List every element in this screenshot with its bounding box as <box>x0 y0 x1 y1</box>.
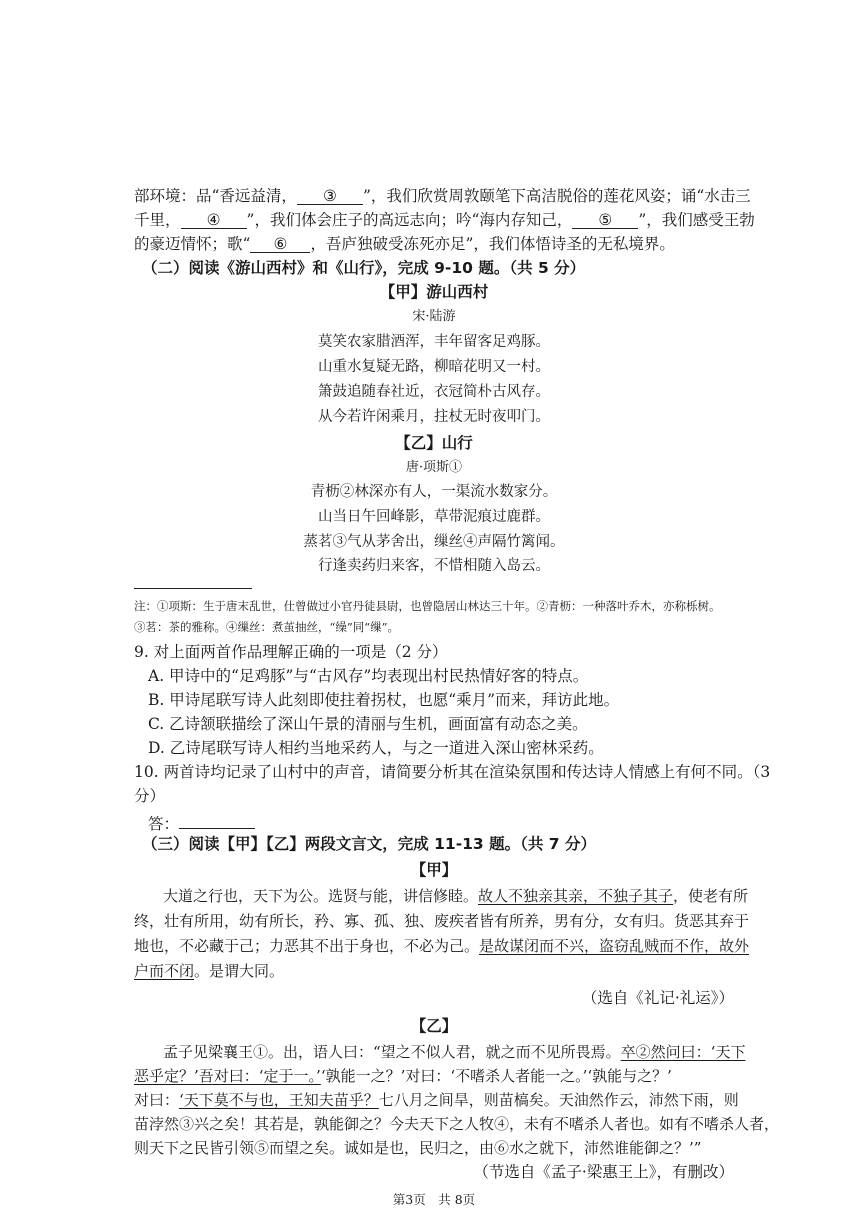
blank-3[interactable]: ③ <box>297 186 363 205</box>
text-a-run: 大道之行也，天下为公。选贤与能，讲信修睦。 <box>163 887 479 905</box>
poem-a-author: 宋·陆游 <box>412 309 456 324</box>
footnote-2: ③茗：茶的雅称。④缫丝：煮茧抽丝，“缲”同“缫”。 <box>134 620 400 634</box>
footnote-divider <box>134 588 252 589</box>
text-b-underlined: ‘天下莫不与也，王知夫苗乎？ <box>179 1091 379 1109</box>
text-b-run: ‘孰能一之？’对曰：‘不嗜杀人者能一之。’‘孰能与之？’ <box>320 1067 672 1085</box>
fill-line-2 <box>134 210 755 230</box>
blank-5[interactable]: ⑤ <box>572 210 638 229</box>
poem-b-line: 蒸茗③气从茅舍出，缫丝④声隔竹篱闻。 <box>303 534 565 550</box>
answer-label: 答： <box>148 815 180 833</box>
poem-b-line: 青枥②林深亦有人，一渠流水数家分。 <box>310 484 558 500</box>
text-b-run: 七八月之间旱，则苗槁矣。天油然作云，沛然下雨，则 <box>378 1091 739 1109</box>
text-a-run: ，使老有所 <box>673 887 749 905</box>
poem-b-author: 唐·项斯① <box>405 460 463 475</box>
text-a-source: （选自《礼记·礼运》） <box>581 989 734 1007</box>
fill-text: ”，我们欣赏周敦颐笔下高洁脱俗的莲花风姿；诵“水击三 <box>362 187 751 205</box>
footnote-1: 注：①项斯：生于唐末乱世，仕曾做过小官丹徒县尉，也曾隐居山林达三十年。②青枥：一种落叶乔木，亦称栎树。 <box>134 599 721 613</box>
question-9: 9. 对上面两首作品理解正确的一项是（2 分） <box>134 643 448 661</box>
q9-option-a[interactable]: A. 甲诗中的“足鸡豚”与“古风存”均表现出村民热情好客的特点。 <box>148 667 589 685</box>
section3-heading: （三）阅读【甲】【乙】两段文言文，完成 11-13 题。（共 7 分） <box>142 835 596 853</box>
blank-6[interactable]: ⑥ <box>250 234 310 253</box>
fill-text: ”，我们体会庄子的高远志向；吟“海内存知己， <box>246 211 573 229</box>
poem-b-line: 山当日午回峰影，草带泥痕过鹿群。 <box>318 509 550 525</box>
poem-a-line: 莫笑农家腊酒浑，丰年留客足鸡豚。 <box>318 334 550 350</box>
text-b-run: 对曰： <box>134 1091 180 1109</box>
text-b-run: 孟子见梁襄王①。出，语人曰：“望之不似人君，就之而不见所畏焉。 <box>163 1043 621 1061</box>
text-a-title: 【甲】 <box>410 861 458 879</box>
question-10: 10. 两首诗均记录了山村中的声音，请简要分析其在渲染氛围和传达诗人情感上有何不同。（3 <box>134 763 771 781</box>
text-a-line-3 <box>134 936 749 956</box>
q9-option-d[interactable]: D. 乙诗尾联写诗人相约当地采药人，与之一道进入深山密林采药。 <box>148 739 604 757</box>
fill-text: ，吾庐独破受冻死亦足”，我们体悟诗圣的无私境界。 <box>310 235 675 253</box>
poem-a-line: 从今若许闲乘月，拄杖无时夜叩门。 <box>318 409 550 425</box>
text-a-underlined: 户而不闭 <box>134 962 195 980</box>
fill-text: 的豪迈情怀；歌“ <box>134 235 251 253</box>
poem-a-line: 山重水复疑无路，柳暗花明又一村。 <box>318 359 550 375</box>
text-a-run: 地也，不必藏于己；力恶其不出于身也，不必为己。 <box>134 937 480 955</box>
poem-a-title: 【甲】游山西村 <box>379 283 489 301</box>
text-b-underlined: 卒②然问曰：‘天下 <box>620 1043 746 1061</box>
text-a-line-1 <box>163 886 748 906</box>
text-a-line-2: 终，壮有所用，幼有所长，矜、寡、孤、独、废疾者皆有所养，男有分，女有归。货恶其弃于 <box>134 912 750 930</box>
fill-line-1 <box>134 186 751 206</box>
poem-b-title: 【乙】山行 <box>395 434 473 452</box>
page-number: 第3页 共 8页 <box>392 1192 476 1207</box>
fill-line-3 <box>134 234 675 254</box>
text-a-underlined: 故人不独亲其亲，不独子其子 <box>478 887 674 905</box>
text-a-underlined: 是故谋闭而不兴，盗窃乱贼而不作，故外 <box>479 937 750 955</box>
question-10-cont: 分） <box>134 787 166 805</box>
fill-text: ”，我们感受王勃 <box>638 211 755 229</box>
text-b-line-3 <box>134 1090 739 1110</box>
answer-blank[interactable] <box>179 810 255 829</box>
poem-b-line: 行逢卖药归来客，不惜相随入岛云。 <box>318 558 550 574</box>
q9-option-b[interactable]: B. 甲诗尾联写诗人此刻即使拄着拐杖，也愿“乘月”而来，拜访此地。 <box>148 691 620 709</box>
text-b-title: 【乙】 <box>410 1017 458 1035</box>
section2-heading: （二）阅读《游山西村》和《山行》，完成 9-10 题。（共 5 分） <box>142 259 586 277</box>
text-b-line-4: 苗浡然③兴之矣！其若是，孰能御之？今夫天下之人牧④，未有不嗜杀人者也。如有不嗜杀人者， <box>134 1115 780 1133</box>
text-b-line-1 <box>163 1042 745 1062</box>
blank-4[interactable]: ④ <box>181 210 247 229</box>
text-b-underlined: 恶乎定？’吾对曰：‘定于一。’ <box>134 1067 321 1085</box>
q9-option-c[interactable]: C. 乙诗颔联描绘了深山午景的清丽与生机，画面富有动态之美。 <box>148 715 588 733</box>
text-b-line-5: 则天下之民皆引领⑤而望之矣。诚如是也，民归之，由⑥水之就下，沛然谁能御之？’” <box>134 1139 702 1157</box>
text-a-line-4 <box>134 961 284 981</box>
poem-a-line: 箫鼓追随春社近，衣冠简朴古风存。 <box>318 384 550 400</box>
text-b-line-2 <box>134 1066 672 1086</box>
text-b-source: （节选自《孟子·梁惠王上》，有删改） <box>473 1163 734 1181</box>
answer-line <box>148 810 255 834</box>
fill-text: 部环境：品“香远益清， <box>134 187 297 205</box>
fill-text: 千里， <box>134 211 181 229</box>
text-a-run: 。是谓大同。 <box>194 962 285 980</box>
